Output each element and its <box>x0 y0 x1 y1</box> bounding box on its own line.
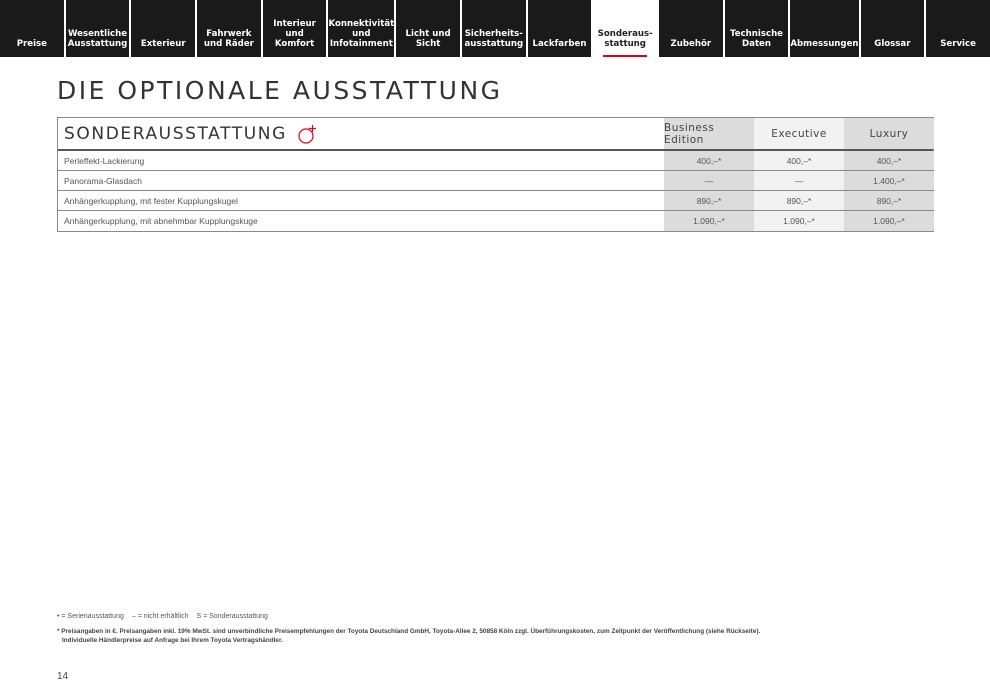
row-label: Panorama-Glasdach <box>64 175 142 186</box>
column-header-luxury: Luxury <box>844 118 934 149</box>
plus-circle-icon <box>297 123 319 145</box>
section-title: SONDERAUSSTATTUNG <box>64 123 287 144</box>
footnote-line: Individuelle Händlerpreise auf Anfrage bei Ihrem Toyota Vertragshändler. <box>62 637 283 644</box>
tab-interieur-und-komfort[interactable]: Interieur und Komfort <box>263 0 327 57</box>
legend <box>57 613 268 620</box>
legend-item: S = Sonderausstattung <box>196 613 268 620</box>
cell-executive: 400,–* <box>754 151 844 170</box>
footnote-line: * Preisangaben in €. Preisangaben inkl. 19% MwSt. sind unverbindliche Preisempfehlungen der Toyota Deutschland GmbH, Toyota-Allee 2, 50858 Köln zzgl. Überführungskosten, zum Zeitpunkt der Veröffentlichung (siehe Rückseite). <box>57 628 761 635</box>
cell-business-edition: — <box>664 171 754 190</box>
table-row <box>58 191 933 211</box>
top-navigation <box>0 0 990 57</box>
tab-licht-und-sicht[interactable]: Licht und Sicht <box>396 0 460 57</box>
tab-sonderausstattung[interactable]: Sonderaus- stattung <box>593 0 657 57</box>
table-row <box>58 211 933 231</box>
cell-business-edition: 1.090,–* <box>664 211 754 231</box>
legend-item: – = nicht erhältlich <box>131 613 189 620</box>
legend-item: • = Serienausstattung <box>57 613 124 620</box>
cell-luxury: 400,–* <box>844 151 934 170</box>
cell-luxury: 1.090,–* <box>844 211 934 231</box>
table-header <box>58 118 933 151</box>
tab-glossar[interactable]: Glossar <box>861 0 925 57</box>
row-label: Anhängerkupplung, mit abnehmbar Kupplungskuge <box>64 216 258 226</box>
column-header-business-edition: Business Edition <box>664 118 754 149</box>
table-row <box>58 171 933 191</box>
column-header-executive: Executive <box>754 118 844 149</box>
price-footnote <box>57 627 917 645</box>
cell-executive: — <box>754 171 844 190</box>
tab-abmessungen[interactable]: Abmessungen <box>790 0 858 57</box>
options-table <box>57 117 934 232</box>
cell-business-edition: 890,–* <box>664 191 754 210</box>
tab-lackfarben[interactable]: Lackfarben <box>528 0 592 57</box>
tab-service[interactable]: Service <box>926 0 990 57</box>
tab-exterieur[interactable]: Exterieur <box>131 0 195 57</box>
tab-sicherheitsausstattung[interactable]: Sicherheits- ausstattung <box>462 0 526 57</box>
cell-luxury: 890,–* <box>844 191 934 210</box>
cell-executive: 1.090,–* <box>754 211 844 231</box>
page-title: DIE OPTIONALE AUSSTATTUNG <box>57 76 503 105</box>
cell-executive: 890,–* <box>754 191 844 210</box>
tab-technische-daten[interactable]: Technische Daten <box>725 0 789 57</box>
cell-luxury: 1.400,–* <box>844 171 934 190</box>
tab-wesentliche-ausstattung[interactable]: Wesentliche Ausstattung <box>66 0 130 57</box>
tab-zubehoer[interactable]: Zubehör <box>659 0 723 57</box>
row-label: Perleffekt-Lackierung <box>64 155 145 166</box>
cell-business-edition: 400,–* <box>664 151 754 170</box>
tab-preise[interactable]: Preise <box>0 0 64 57</box>
tab-fahrwerk-und-raeder[interactable]: Fahrwerk und Räder <box>197 0 261 57</box>
tab-konnektivitaet[interactable]: Konnektivität und Infotainment <box>328 0 394 57</box>
table-row <box>58 151 933 171</box>
row-label: Anhängerkupplung, mit fester Kupplungskugel <box>64 195 238 206</box>
section-header <box>58 118 664 149</box>
page-number: 14 <box>57 671 69 682</box>
